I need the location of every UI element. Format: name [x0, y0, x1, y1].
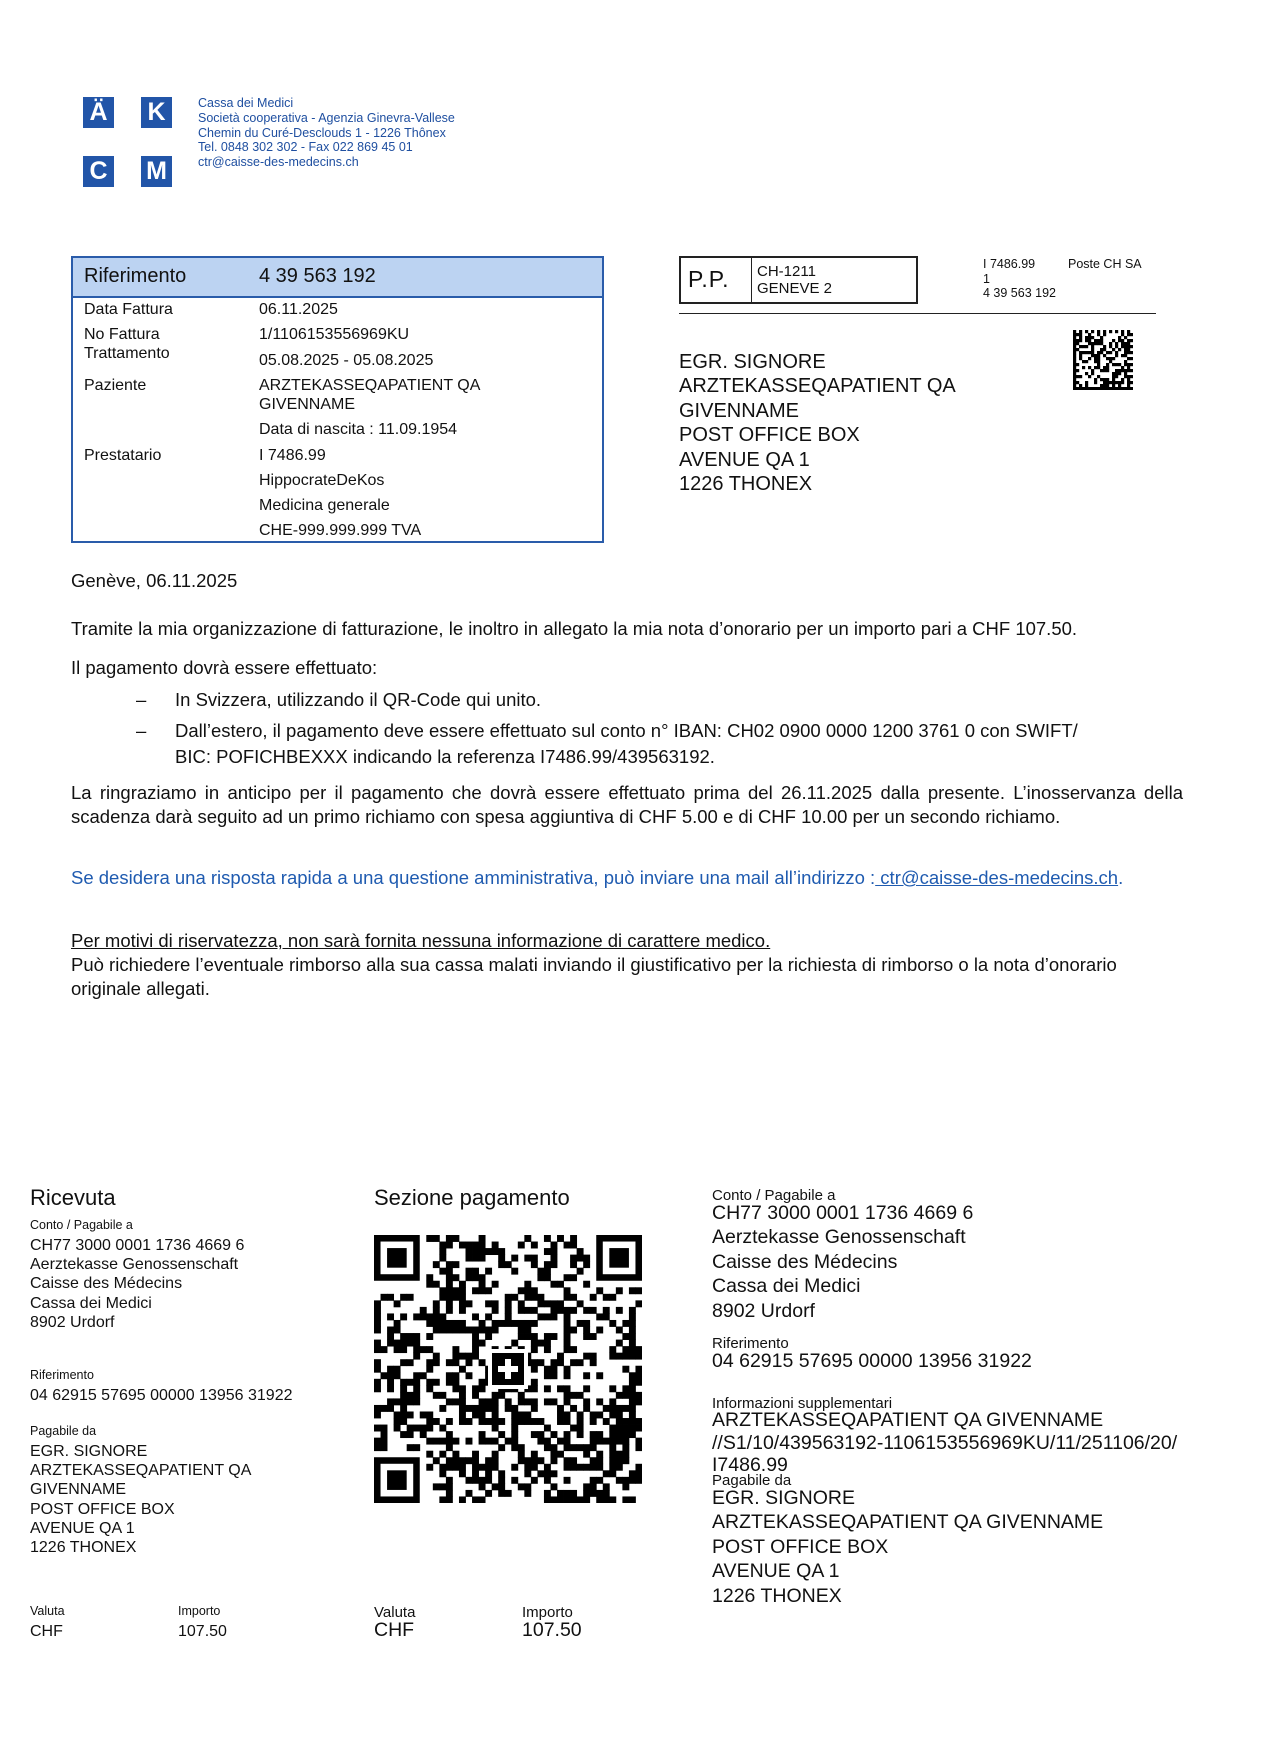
receipt-payer-line-3: GIVENNAME: [30, 1481, 127, 1499]
recipient-line-5: AVENUE QA 1: [679, 448, 810, 471]
postal-meta-line-2: 1: [983, 271, 990, 286]
payment-deadline-notice: La ringraziamo in anticipo per il pagamento che dovrà essere effettuato prima del 26.11.2025 dalla presente. L’inosservanza della scadenza darà seguito ad un primo richiamo con spesa aggiuntiva di CHF 5.00 e di CHF 10.00 per un secondo richiamo.: [71, 782, 1183, 828]
receipt-title: Ricevuta: [30, 1185, 116, 1210]
recipient-address: [679, 350, 956, 496]
postal-carrier: Poste CH SA: [1068, 257, 1142, 271]
receipt-amount-label: Importo: [178, 1604, 221, 1618]
receipt-iban: CH77 3000 0001 1736 4669 6: [30, 1237, 245, 1254]
org-email: ctr@caisse-des-medecins.ch: [198, 155, 359, 170]
logo-letter-m: M: [141, 156, 172, 187]
receipt-account: [30, 1236, 244, 1332]
receipt-currency-label: Valuta: [30, 1604, 65, 1618]
invoice-reference-header: [73, 258, 602, 298]
bullet-mark-2: –: [136, 720, 147, 741]
payment-creditor-3: Cassa dei Medici: [712, 1275, 861, 1298]
refund-notice: Può richiedere l’eventuale rimborso alla sua cassa malati inviando il giustificativo per la richiesta di rimborso o la nota d’onorario originale allegati.: [71, 954, 1117, 1000]
payment-ref-value: 04 62915 57695 00000 13956 31922: [712, 1350, 1032, 1372]
postal-separator-line: [679, 313, 1156, 314]
bullet-foreign-line-1: Dall’estero, il pagamento deve essere effettuato sul conto n° IBAN: CH02 0900 0000 1200 3761 0 con SWIFT/: [175, 720, 1078, 741]
provider-id: I 7486.99: [259, 447, 326, 464]
postal-city: GENEVE 2: [757, 280, 833, 297]
receipt-payer-line-2: ARZTEKASSEQAPATIENT QA: [30, 1462, 252, 1480]
recipient-line-1: EGR. SIGNORE: [679, 351, 826, 373]
payment-payer-line-2: ARZTEKASSEQAPATIENT QA GIVENNAME: [712, 1511, 1104, 1534]
payment-payer-label: Pagabile da: [712, 1472, 792, 1489]
recipient-line-2: ARZTEKASSEQAPATIENT QA: [679, 375, 956, 398]
swiss-qr-code-icon: [374, 1235, 642, 1503]
payment-iban: CH77 3000 0001 1736 4669 6: [712, 1202, 974, 1224]
payment-payer-line-3: POST OFFICE BOX: [712, 1535, 889, 1558]
patient-name-line-1: ARZTEKASSEQAPATIENT QA: [259, 377, 481, 394]
receipt-currency-value: CHF: [30, 1623, 63, 1640]
privacy-notice-block: [71, 929, 1183, 1002]
receipt-payer-line-1: EGR. SIGNORE: [30, 1443, 148, 1460]
payment-info-label: Informazioni supplementari: [712, 1395, 893, 1412]
letter-intro: Tramite la mia organizzazione di fatturazione, le inoltro in allegato la mia nota d’onorario per un importo pari a CHF 107.50.: [71, 618, 1078, 639]
payment-account-label: Conto / Pagabile a: [712, 1187, 836, 1204]
contact-paragraph: [71, 866, 1183, 890]
payment-payer-line-4: AVENUE QA 1: [712, 1560, 840, 1583]
invoice-info-box: [71, 256, 604, 543]
receipt-ref-label: Riferimento: [30, 1368, 94, 1382]
postal-meta-line-1: I 7486.99: [983, 257, 1036, 271]
logo-letter-a: Ä: [83, 97, 114, 128]
receipt-creditor-city: 8902 Urdorf: [30, 1313, 115, 1331]
org-street: Chemin du Curé-Desclouds 1 - 1226 Thônex: [198, 125, 446, 140]
bullet-foreign-payment: [175, 718, 1185, 770]
invoice-number-value: 1/1106153556969KU: [259, 326, 410, 343]
contact-email-link[interactable]: ctr@caisse-des-medecins.ch: [875, 867, 1119, 888]
postage-paid-mark: P.P.: [688, 266, 730, 292]
provider-vat: CHE-999.999.999 TVA: [259, 522, 422, 539]
org-name: Cassa dei Medici: [198, 96, 294, 110]
payment-currency-label: Valuta: [374, 1604, 416, 1621]
invoice-date-value: 06.11.2025: [259, 301, 338, 318]
postal-meta: [983, 257, 1056, 301]
provider-name: HippocrateDeKos: [259, 472, 385, 489]
receipt-payer: [30, 1442, 251, 1557]
payment-info-line-1: ARZTEKASSEQAPATIENT QA GIVENNAME: [712, 1409, 1104, 1431]
receipt-creditor-1: Aerztekasse Genossenschaft: [30, 1256, 239, 1274]
logo-letter-k: K: [141, 97, 172, 128]
provider-label: Prestatario: [84, 447, 162, 464]
recipient-line-4: POST OFFICE BOX: [679, 424, 860, 447]
payment-amount-value: 107.50: [522, 1619, 582, 1641]
treatment-value: 05.08.2025 - 05.08.2025: [259, 352, 434, 369]
logo-letter-c: C: [83, 156, 114, 187]
payment-info-line-2: //S1/10/439563192-1106153556969KU/11/251106/20/: [712, 1431, 1178, 1454]
postal-office: [757, 263, 832, 297]
recipient-line-6: 1226 THONEX: [679, 473, 813, 496]
payment-section-title: Sezione pagamento: [374, 1185, 570, 1210]
receipt-payer-line-4: POST OFFICE BOX: [30, 1500, 175, 1518]
payment-creditor-1: Aerztekasse Genossenschaft: [712, 1226, 966, 1249]
invoice-number-label: No Fattura: [84, 326, 160, 343]
payment-creditor-city: 8902 Urdorf: [712, 1299, 815, 1322]
payment-payer-line-1: EGR. SIGNORE: [712, 1487, 856, 1509]
receipt-ref-value: 04 62915 57695 00000 13956 31922: [30, 1387, 293, 1404]
postal-meta-line-3: 4 39 563 192: [983, 286, 1056, 300]
contact-text: Se desidera una risposta rapida a una questione amministrativa, può inviare una mail all’indirizzo :: [71, 867, 876, 888]
payment-payer-line-5: 1226 THONEX: [712, 1584, 842, 1607]
reference-value: 4 39 563 192: [259, 265, 376, 287]
receipt-creditor-3: Cassa dei Medici: [30, 1294, 152, 1312]
receipt-payer-line-5: AVENUE QA 1: [30, 1519, 135, 1537]
payment-amount-label: Importo: [522, 1604, 573, 1621]
receipt-payer-line-6: 1226 THONEX: [30, 1539, 137, 1557]
payment-payer: [712, 1486, 1103, 1608]
payment-currency-value: CHF: [374, 1619, 415, 1641]
postal-zip: CH-1211: [757, 263, 816, 280]
receipt-amount-value: 107.50: [178, 1623, 227, 1640]
payment-info: [712, 1409, 1177, 1477]
patient-label: Paziente: [84, 377, 147, 394]
payment-creditor-2: Caisse des Médecins: [712, 1250, 898, 1273]
provider-specialty: Medicina generale: [259, 497, 390, 514]
privacy-notice: Per motivi di riservatezza, non sarà fornita nessuna informazione di carattere medico.: [71, 930, 771, 951]
payment-info-line-3: I7486.99: [712, 1454, 788, 1476]
receipt-payer-label: Pagabile da: [30, 1424, 97, 1438]
treatment-label: Trattamento: [84, 345, 170, 362]
contact-end: .: [1118, 867, 1124, 888]
invoice-date-label: Data Fattura: [84, 301, 173, 318]
place-date: Genève, 06.11.2025: [71, 570, 238, 591]
receipt-creditor-2: Caisse des Médecins: [30, 1275, 183, 1293]
org-phone: Tel. 0848 302 302 - Fax 022 869 45 01: [198, 140, 413, 155]
org-subtitle: Società cooperativa - Agenzia Ginevra-Vallese: [198, 110, 455, 125]
payment-intro: Il pagamento dovrà essere effettuato:: [71, 657, 378, 678]
patient-name-line-2: GIVENNAME: [259, 396, 356, 413]
payment-account: [712, 1201, 973, 1323]
bullet-swiss-payment: In Svizzera, utilizzando il QR-Code qui unito.: [175, 689, 542, 710]
recipient-line-3: GIVENNAME: [679, 399, 800, 422]
postal-datamatrix-icon: [1073, 330, 1133, 390]
bullet-foreign-line-2: BIC: POFICHBEXXX indicando la referenza I7486.99/439563192.: [175, 746, 715, 767]
bullet-mark-1: –: [136, 689, 147, 710]
postage-paid-box: [679, 256, 918, 304]
payment-ref-label: Riferimento: [712, 1335, 789, 1352]
receipt-account-label: Conto / Pagabile a: [30, 1218, 133, 1232]
postage-divider: [751, 258, 752, 302]
organization-address: [198, 96, 455, 170]
patient-birth-date: Data di nascita : 11.09.1954: [259, 421, 458, 438]
reference-label: Riferimento: [84, 265, 187, 287]
